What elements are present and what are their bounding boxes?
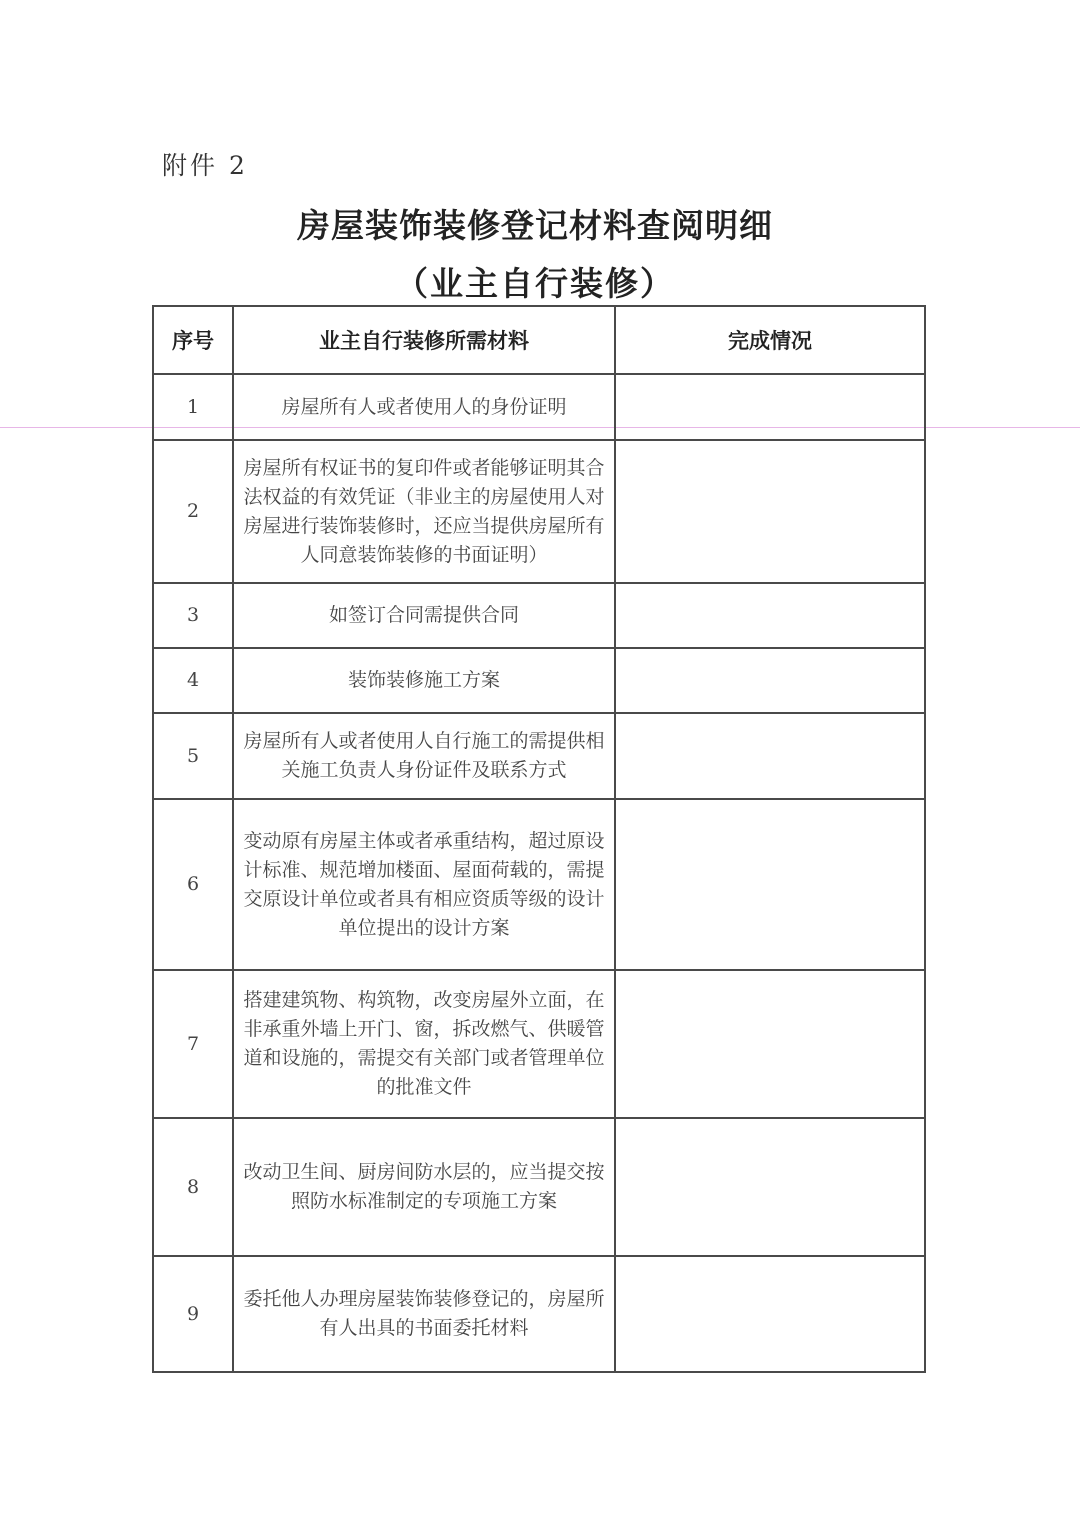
attachment-label: 附件 2 xyxy=(162,151,248,180)
row-material: 房屋所有人或者使用人自行施工的需提供相关施工负责人身份证件及联系方式 xyxy=(233,713,615,799)
row-status xyxy=(615,799,925,970)
row-material: 变动原有房屋主体或者承重结构，超过原设计标准、规范增加楼面、屋面荷载的，需提交原设计单位或者具有相应资质等级的设计单位提出的设计方案 xyxy=(233,799,615,970)
row-status xyxy=(615,713,925,799)
row-number: 2 xyxy=(153,440,233,583)
row-status xyxy=(615,1118,925,1256)
table-row xyxy=(153,1118,925,1256)
row-material: 搭建建筑物、构筑物，改变房屋外立面，在非承重外墙上开门、窗，拆改燃气、供暖管道和设施的，需提交有关部门或者管理单位的批准文件 xyxy=(233,970,615,1118)
row-status xyxy=(615,1256,925,1372)
row-number: 3 xyxy=(153,583,233,648)
header-status: 完成情况 xyxy=(615,306,925,374)
table-row xyxy=(153,970,925,1118)
row-status xyxy=(615,583,925,648)
row-material: 装饰装修施工方案 xyxy=(233,648,615,713)
header-number: 序号 xyxy=(153,306,233,374)
row-status xyxy=(615,648,925,713)
table-row xyxy=(153,440,925,583)
row-status xyxy=(615,970,925,1118)
table-row xyxy=(153,713,925,799)
row-number: 4 xyxy=(153,648,233,713)
row-number: 7 xyxy=(153,970,233,1118)
row-material: 改动卫生间、厨房间防水层的，应当提交按照防水标准制定的专项施工方案 xyxy=(233,1118,615,1256)
row-material: 房屋所有人或者使用人的身份证明 xyxy=(233,374,615,440)
row-number: 9 xyxy=(153,1256,233,1372)
row-material: 房屋所有权证书的复印件或者能够证明其合法权益的有效凭证（非业主的房屋使用人对房屋进行装饰装修时，还应当提供房屋所有人同意装饰装修的书面证明） xyxy=(233,440,615,583)
row-number: 1 xyxy=(153,374,233,440)
document-subtitle: （业主自行装修） xyxy=(395,264,675,303)
materials-table xyxy=(152,305,926,1373)
row-material: 委托他人办理房屋装饰装修登记的，房屋所有人出具的书面委托材料 xyxy=(233,1256,615,1372)
table-row xyxy=(153,799,925,970)
table-row xyxy=(153,648,925,713)
row-number: 6 xyxy=(153,799,233,970)
table-header-row xyxy=(153,306,925,374)
document-title: 房屋装饰装修登记材料查阅明细 xyxy=(297,206,773,245)
row-material: 如签订合同需提供合同 xyxy=(233,583,615,648)
row-number: 8 xyxy=(153,1118,233,1256)
row-number: 5 xyxy=(153,713,233,799)
table-row xyxy=(153,583,925,648)
header-materials: 业主自行装修所需材料 xyxy=(233,306,615,374)
row-status xyxy=(615,440,925,583)
table-row xyxy=(153,1256,925,1372)
row-status xyxy=(615,374,925,440)
table-row xyxy=(153,374,925,440)
